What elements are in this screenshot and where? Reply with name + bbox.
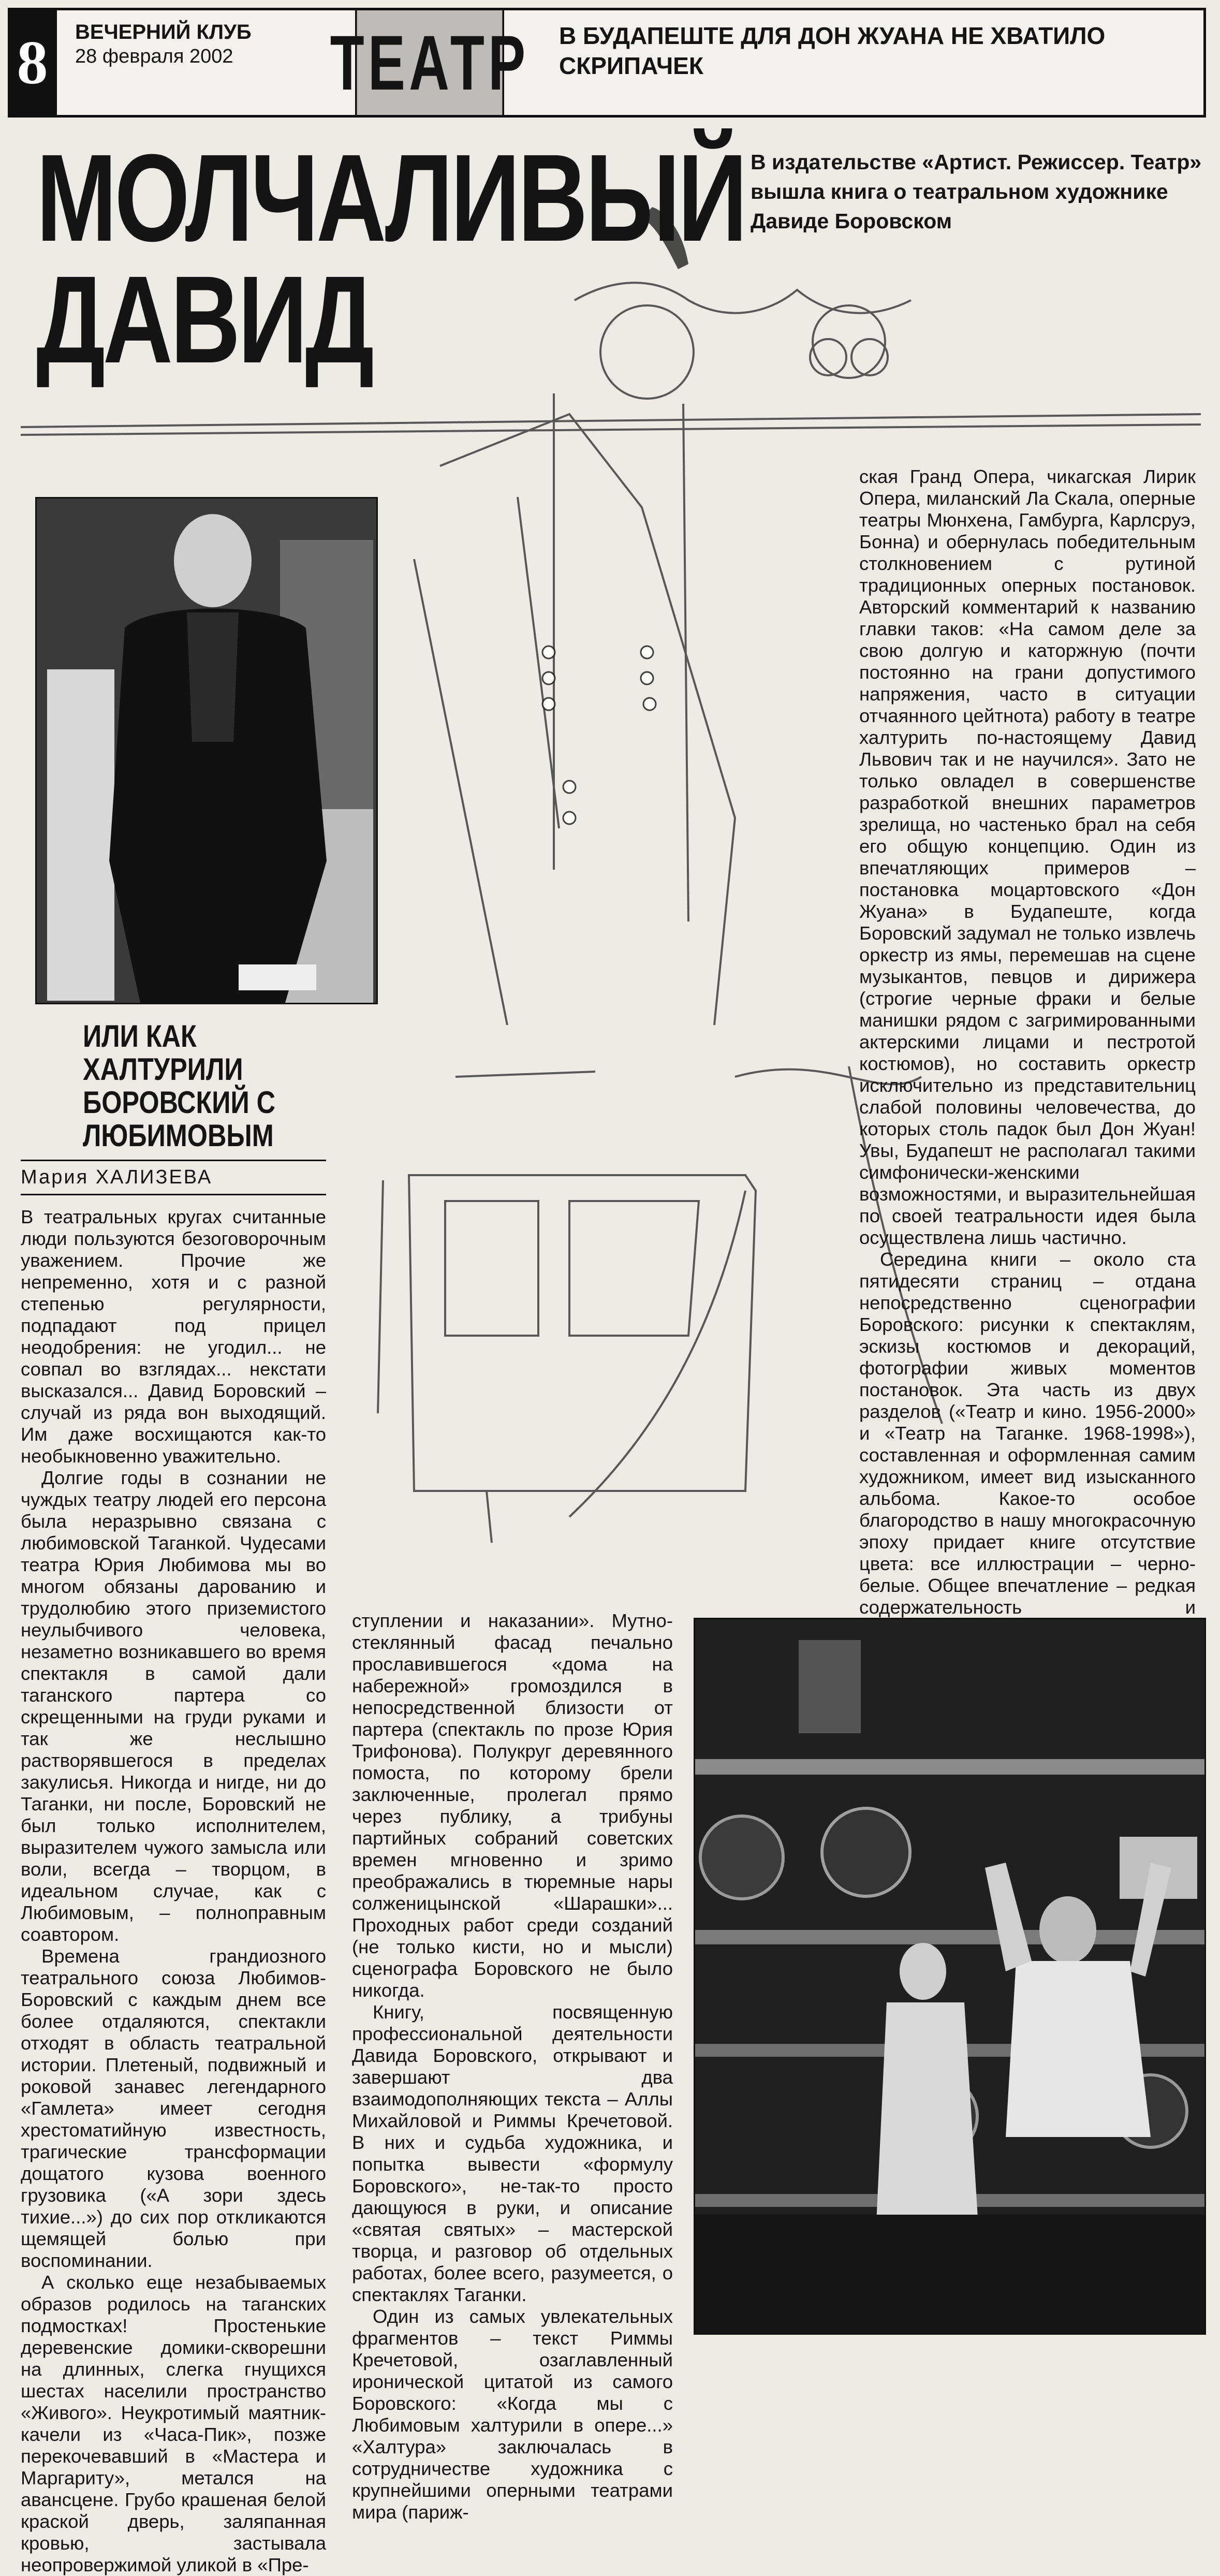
article-column-3: [859, 466, 1196, 1792]
page-number: 8: [8, 8, 57, 118]
paragraph: А сколько еще незабываемых образов родилось на таганских подмостках! Простенькие деревенские домики-скворешни на длинных, слегка гнущихся шестах населили пространство «Живого». Неукротимый маятник-качели из «Часа-Пик», позже перекочевавший в «Мастера и Маргариту», метался на авансцене. Грубо крашеная белой краской дверь, заляпанная кровью, застывала неопровержимой уликой в «Пре-: [21, 2272, 326, 2575]
paragraph: Книгу, посвященную профессиональной деятельности Давида Боровского, открывают и завершают два взаимодополняющих текста – Аллы Михайловой и Риммы Кречетовой. В них и судьба художника, и попытка вывести «формулу Боровского», не-так-то просто дающуюся в руки, и описание «святая святых» – мастерской творца, и разговор об отдельных работах, более всего, разумеется, о спектаклях Таганки.: [352, 2001, 673, 2305]
section-rubric: ТЕАТР: [355, 10, 504, 115]
article-subtitle: ИЛИ КАК ХАЛТУРИЛИ БОРОВСКИЙ С ЛЮБИМОВЫМ: [83, 1019, 276, 1153]
newspaper-name: ВЕЧЕРНИЙ КЛУБ: [75, 21, 252, 43]
article-column-1: [21, 1206, 326, 2576]
paragraph: Один из самых увлекательных фрагментов – текст Риммы Кречетовой, озаглавленный иронической цитатой из самого Боровского: «Когда мы с Любимовым халтурили в опере...» «Халтура» заключалась в сотрудничестве художника с крупнейшими оперными театрами мира (париж-: [352, 2306, 673, 2523]
issue-date: 28 февраля 2002: [75, 46, 233, 67]
paragraph: ская Гранд Опера, чикагская Лирик Опера, миланский Ла Скала, оперные театры Мюнхена, Гамбурга, Карлсруэ, Бонна) и обернулась победительным столкновением с рутиной традиционных оперных постановок. Авторский комментарий к названию главки таков: «На самом деле за свою долгую и каторжную (почти постоянно на грани допустимого напряжения, часто в ситуации отчаянного цейтнота) работу в театре халтурить по-настоящему Давид Львович так и не научился». Зато не только овладел в совершенстве разработкой внешних параметров зрелища, но частенько брал на себя его общую концепцию. Один из впечатляющих примеров – постановка моцартовского «Дон Жуана» в Будапеште, когда Боровский задумал не только извлечь оркестр из ямы, перемешав на сцене музыкантов, певцов и дирижера (строгие черные фраки и белые манишки рядом с загримированными актерскими лицами и пестротой костюмов), но составить оркестр исключительно из представительниц слабой половины человечества, до которых столь падок был Дон Жуан! Увы, Будапешт не располагал такими симфонически-женскими возможностями, и выразительнейшая по своей театральности идея была осуществлена лишь частично.: [859, 466, 1196, 1248]
paragraph: Времена грандиозного театрального союза Любимов-Боровский с каждым днем все более отдаляются, спектакли отходят в область театральной истории. Плетеный, подвижный и роковой занавес легендарного «Гамлета» имеет сегодня хрестоматийную известность, трагические трансформации дощатого кузова военного грузовика («А зори здесь тихие...») до сих пор откликаются щемящей болью при воспоминании.: [21, 1945, 326, 2271]
portrait-photo: [35, 497, 378, 1004]
headline-line-1: МОЛЧАЛИВЫЙ: [36, 128, 745, 267]
paragraph: ступлении и наказании». Мутно-стеклянный фасад печально прославившегося «дома на набережной» громоздился в непосредственной близости от партера (спектакль по прозе Юрия Трифонова). Полукруг деревянного помоста, по которому брели заключенные, пролегал прямо через публику, а трибуны партийных собраний советских времен мгновенно и зримо преображались в тюремные нары солженицынской «Шарашки»... Проходных работ среди созданий (не только кисти, но и мысли) сценографа Боровского не было никогда.: [352, 1610, 673, 2001]
stage-photo-image: [695, 1619, 1204, 2333]
article-column-2: [352, 1610, 673, 2523]
paragraph: Середина книги – около ста пятидесяти страниц – отдана непосредственно сценографии Боровского: рисунки к спектаклям, эскизы костюмов и декораций, фотографии живых моментов постановок. Эта часть из двух разделов («Театр и кино. 1956-2000» и «Театр на Таганке. 1968-1998»), составленная и оформленная самим художником, имеет вид изысканного альбома. Какое-то особое благородство в нашу многокрасочную эпоху придает книге отсутствие цвета: все иллюстрации – черно-белые. Общее впечатление – редкая содержательность и: [859, 1249, 1196, 1618]
article-headline: [36, 128, 745, 389]
paragraph: В театральных кругах считанные люди пользуются безоговорочным уважением. Прочие же непременно, хотя и с разной степенью регулярности, подпадают под прицел неодобрения: не угодил... не совпал во взглядах... некстати высказался... Давид Боровский – случай из ряда вон выходящий. Им даже восхищаются как-то необыкновенно уважительно.: [21, 1206, 326, 1467]
header-teaser: В БУДАПЕШТЕ ДЛЯ ДОН ЖУАНА НЕ ХВАТИЛО СКРИПАЧЕК: [559, 22, 1106, 79]
stage-photo: [694, 1618, 1206, 2335]
article-lead: В издательстве «Артист. Режиссер. Театр» вышла книга о театральном художнике Давиде Боровском: [751, 150, 1202, 233]
paragraph: Долгие годы в сознании не чуждых театру людей его персона была неразрывно связана с любимовской Таганкой. Чудесами театра Юрия Любимова мы во многом обязаны дарованию и трудолюбию этого приземистого неулыбчивого человека, незаметно возникавшего во время спектакля в самой дали таганского партера со скрещенными на груди руками и так же неслышно растворявшегося в пределах закулисья. Никогда и нигде, ни до Таганки, ни после, Боровский не был только исполнителем, выразителем чужого замысла или воли, всегда – творцом, в идеальном случае, как с Любимовым, – полноправным соавтором.: [21, 1467, 326, 1945]
article-author: Мария ХАЛИЗЕВА: [21, 1160, 326, 1195]
headline-line-2: ДАВИД: [36, 250, 372, 389]
portrait-photo-image: [37, 499, 376, 1003]
